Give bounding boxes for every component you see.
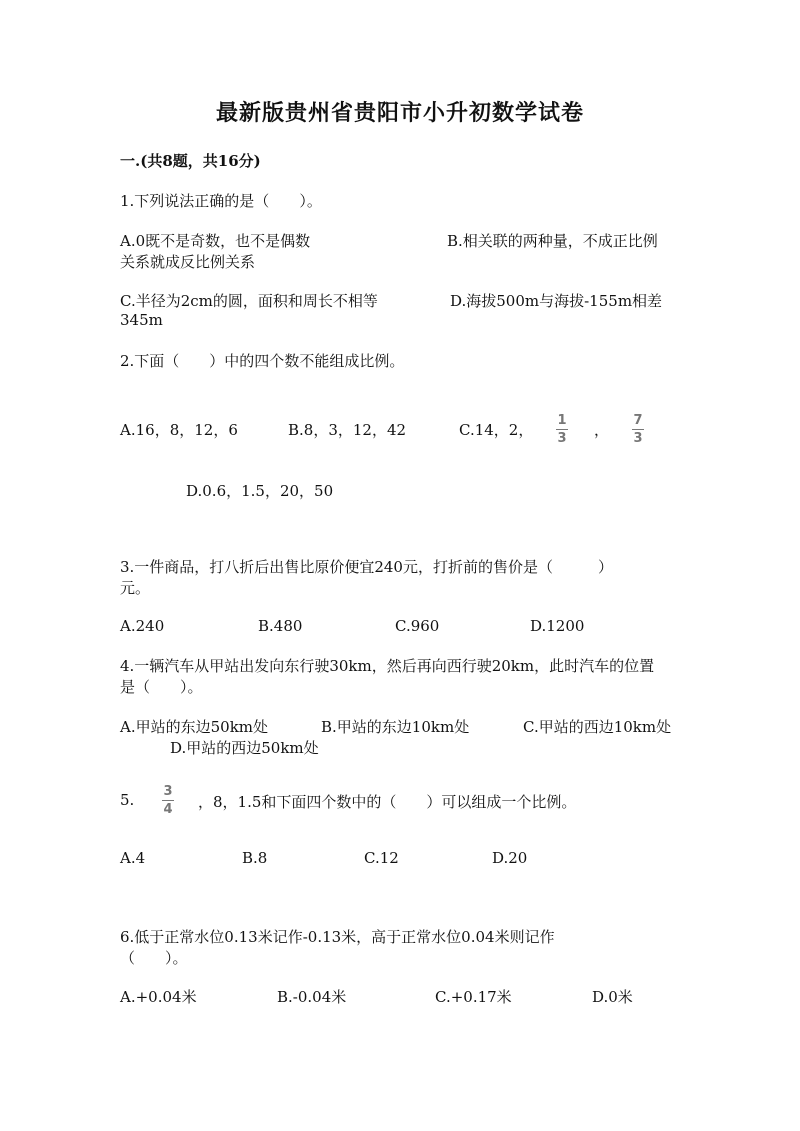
question-4-stem: 4.一辆汽车从甲站出发向东行驶30km，然后再向西行驶20km，此时汽车的位置 (120, 657, 655, 675)
question-3-option-d: D.1200 (530, 617, 585, 635)
question-4-option-a: A.甲站的东边50km处 (120, 718, 269, 736)
question-1-option-d: D.海拔500m与海拔-155m相差 (450, 292, 663, 310)
question-1-option-b-cont: 关系就成反比例关系 (120, 253, 256, 271)
fraction-numerator: 7 (633, 413, 643, 428)
fraction-bar (632, 429, 644, 430)
question-6-option-d: D.0米 (592, 988, 633, 1006)
fraction-numerator: 1 (557, 413, 567, 428)
question-1-option-c: C.半径为2cm的圆，面积和周长不相等 (120, 292, 378, 310)
question-4-option-b: B.甲站的东边10km处 (321, 718, 470, 736)
question-3-option-a: A.240 (120, 617, 165, 635)
question-4-option-d: D.甲站的西边50km处 (170, 739, 319, 757)
question-1-option-b: B.相关联的两种量，不成正比例 (447, 232, 658, 250)
question-3-option-c: C.960 (395, 617, 440, 635)
question-5-fraction (162, 784, 174, 817)
question-5-option-a: A.4 (120, 849, 146, 867)
question-2-separator: ， (594, 421, 610, 439)
exam-title: 最新版贵州省贵阳市小升初数学试卷 (215, 100, 584, 126)
question-2-option-b: B.8，3，12，42 (288, 421, 407, 439)
fraction-denominator: 3 (633, 431, 643, 446)
question-5-option-c: C.12 (364, 849, 399, 867)
question-2-option-c: C.14，2， (459, 421, 534, 439)
question-1-option-a: A.0既不是奇数，也不是偶数 (120, 232, 311, 250)
question-2-stem: 2.下面（ ）中的四个数不能组成比例。 (120, 352, 405, 370)
question-6-stem: 6.低于正常水位0.13米记作-0.13米，高于正常水位0.04米则记作 (120, 928, 555, 946)
fraction-bar (556, 429, 568, 430)
question-5-number: 5. (120, 791, 135, 809)
question-6-option-a: A.+0.04米 (120, 988, 197, 1006)
question-3-stem: 3.一件商品，打八折后出售比原价便宜240元，打折前的售价是（ ） (120, 558, 613, 576)
question-6-stem-cont: （ ）。 (120, 949, 188, 967)
question-1-stem: 1.下列说法正确的是（ ）。 (120, 192, 322, 210)
question-5-option-d: D.20 (492, 849, 528, 867)
question-6-option-b: B.-0.04米 (277, 988, 347, 1006)
question-4-option-c: C.甲站的西边10km处 (523, 718, 672, 736)
fraction-bar (162, 800, 174, 801)
question-2-option-d: D.0.6，1.5，20，50 (186, 482, 334, 500)
question-2-option-a: A.16，8，12，6 (120, 421, 238, 439)
question-2-fraction-1 (556, 413, 568, 446)
question-5-stem: ，8，1.5和下面四个数中的（ ）可以组成一个比例。 (198, 793, 577, 811)
fraction-denominator: 3 (557, 431, 567, 446)
fraction-denominator: 4 (163, 802, 173, 817)
question-3-stem-cont: 元。 (120, 579, 151, 597)
question-5-option-b: B.8 (242, 849, 268, 867)
question-6-option-c: C.+0.17米 (435, 988, 512, 1006)
question-3-option-b: B.480 (258, 617, 303, 635)
question-2-fraction-2 (632, 413, 644, 446)
section-heading: 一.(共8题，共16分) (120, 152, 261, 170)
question-1-option-d-cont: 345m (120, 311, 163, 329)
fraction-numerator: 3 (163, 784, 173, 799)
question-4-stem-cont: 是（ ）。 (120, 678, 203, 696)
